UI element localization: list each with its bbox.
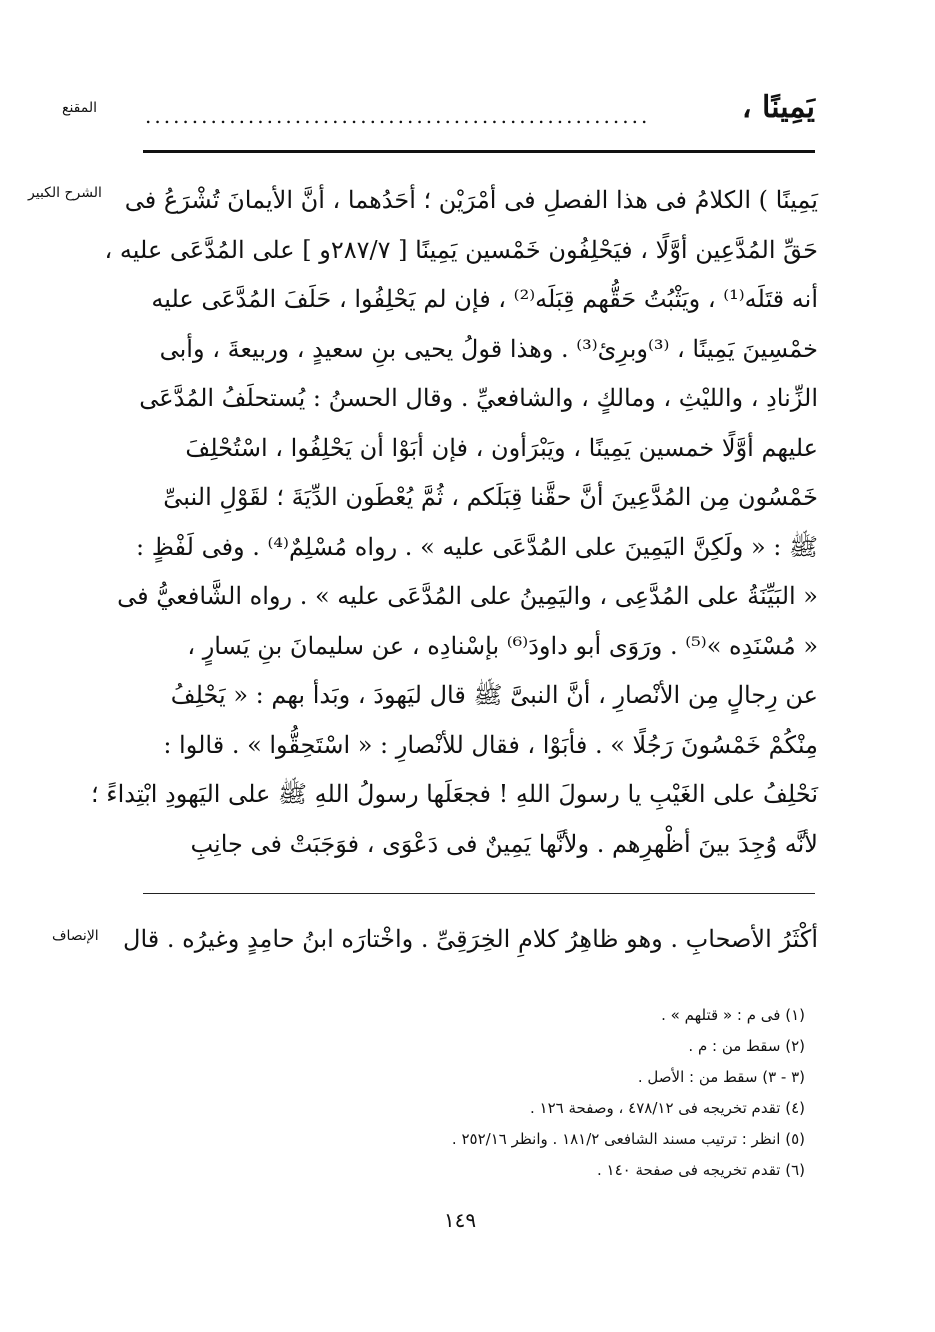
sharh-text-block — [91, 176, 818, 869]
footnote: (٤) تقدم تخريجه فى ٤٧٨/١٢ ، وصفحة ١٢٦ . — [530, 1099, 805, 1117]
header-rule — [143, 150, 815, 153]
insaf-text-line: أكْثَرُ الأصحابِ . وهو ظاهِرُ كلامِ الخِرَقِىِّ . واخْتارَه ابنُ حامِدٍ وغيرُه . قال — [123, 925, 818, 953]
text-line: ﷺ : « ولَكِنَّ اليَمِينَ على المُدَّعَى عليه » . رواه مُسْلِمٌ⁽⁴⁾ . وفى لَفْظٍ : — [135, 532, 818, 561]
text-line: عن رِجالٍ مِن الأنْصارِ ، أنَّ النبىَّ ﷺ قال ليَهودَ ، وبَدأ بهم : « يَحْلِفُ — [170, 681, 818, 709]
text-line: نَحْلِفُ على الغَيْبِ يا رسولَ اللهِ ! فجعَلَها رسولُ اللهِ ﷺ على اليَهودِ ابْتِداءً ؛ — [91, 780, 818, 808]
footnote: (٦) تقدم تخريجه فى صفحة ١٤٠ . — [596, 1161, 805, 1179]
text-line: أنه قتَلَه⁽¹⁾ ، ويَثْبُتُ حَقُّهم قِبَلَه⁽²⁾ ، فإن لم يَحْلِفُوا ، حَلَفَ المُدَّعَى عليه — [151, 285, 818, 313]
running-header-title: يَمِينًا ، — [741, 90, 815, 125]
side-label-insaf: الإنصاف — [52, 928, 99, 944]
text-line: الزِّنادِ ، والليْثِ ، ومالكٍ ، والشافعيِّ . وقال الحسنُ : يُستحلَفُ المُدَّعَى — [139, 384, 818, 412]
header-leader-dots: ...................................................... — [145, 104, 651, 128]
text-line: خمْسِينَ يَمِينًا ، ⁽³⁾وبرِئ⁽³⁾ . وهذا قولُ يحيى بنِ سعيدٍ ، وربيعةَ ، وأبى — [159, 334, 818, 363]
page-number: ١٤٩ — [443, 1208, 477, 1232]
text-line: خَمْسُون مِن المُدَّعِينَ أنَّ حقَّنا قِبَلَكم ، ثُمَّ يُعْطَون الدِّيَةَ ؛ لقَوْلِ النبىِّ — [163, 483, 818, 511]
side-label-sharh: الشرح الكبير — [28, 185, 102, 201]
text-line: يَمِينًا ) الكلامُ فى هذا الفصلِ فى أمْرَيْن ؛ أحَدُهما ، أنَّ الأيمانَ تُشْرَعُ فى — [124, 186, 818, 214]
footnote: (٥) انظر : ترتيب مسند الشافعى ١٨١/٢ . وانظر ٢٥٢/١٦ . — [451, 1130, 805, 1148]
footnote: (٣ - ٣) سقط من : الأصل . — [637, 1068, 805, 1086]
text-line: عليهم أوَّلًا خمسين يَمِينًا ، ويَبْرَأون ، فإن أبَوْا أن يَحْلِفُوا ، اسْتُحْلِفَ — [185, 433, 818, 462]
running-header-label: المقنع — [62, 100, 98, 116]
text-line: لأنَّه وُجِدَ بينَ أظْهرِهم . ولأنَّها يَمِينٌ فى دَعْوَى ، فوَجَبَتْ فى جانِبِ — [190, 829, 818, 858]
footnote: (١) فى م : « قتلهم » . — [661, 1006, 805, 1024]
text-line: « مُسْنَدِه »⁽⁵⁾ . ورَوَى أبو داودَ⁽⁶⁾ بإسْنادِه ، عن سليمانَ بنِ يَسارٍ ، — [187, 631, 818, 660]
section-divider — [143, 893, 815, 894]
footnote: (٢) سقط من : م . — [688, 1037, 805, 1055]
text-line: حَقِّ المُدَّعِين أوَّلًا ، فيَحْلِفُون خَمْسين يَمِينًا [ ٢٨٧/٧و ] على المُدَّعَى عليه ، — [104, 235, 818, 264]
text-line: مِنْكُمْ خَمْسُونَ رَجُلًا » . فأبَوْا ، فقال للأنْصارِ : « اسْتَحِقُّوا » . قالوا : — [163, 730, 818, 759]
footnotes — [300, 1000, 805, 1186]
text-line: « البَيِّنَةُ على المُدَّعِى ، واليَمِينُ على المُدَّعَى عليه » . رواه الشَّافعيُّ فى — [117, 582, 818, 610]
